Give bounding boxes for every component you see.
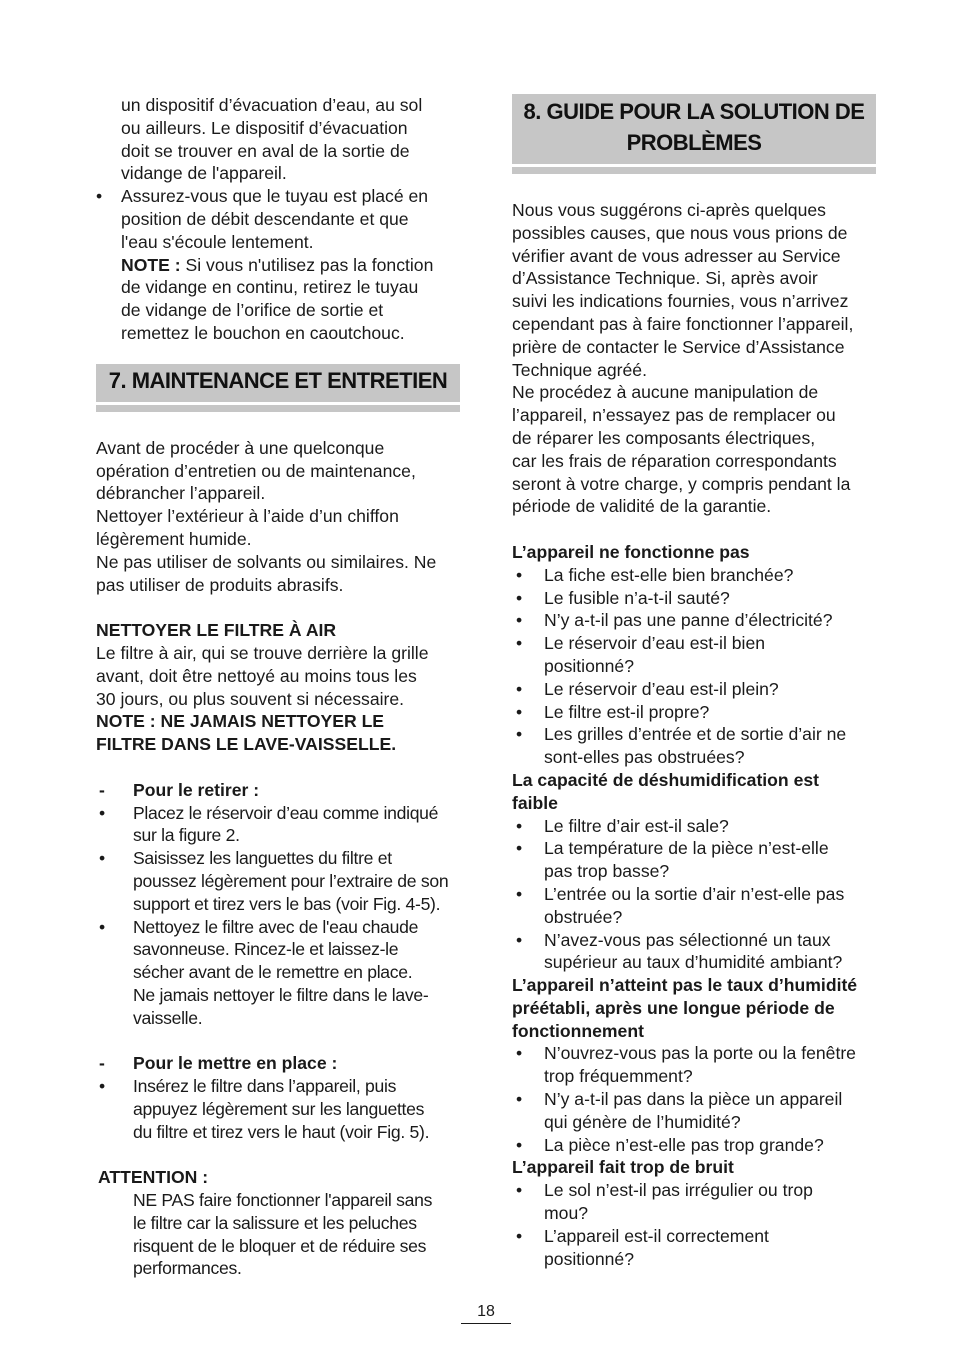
text-line: trop fréquemment? (544, 1066, 693, 1087)
list-item (96, 802, 466, 848)
title-line: PROBLÈMES (626, 130, 762, 155)
attention-paragraph (96, 1189, 466, 1280)
group-heading: L’appareil ne fonctionne pas (512, 541, 750, 562)
text-line: position de débit descendante et que (121, 208, 409, 229)
filter-paragraph (96, 642, 466, 710)
install-heading: - Pour le mettre en place : (96, 1052, 466, 1075)
remove-heading: - Pour le retirer : (96, 779, 466, 802)
text-line: avant, doit être nettoyé au moins tous les (96, 665, 417, 686)
text-line: pas trop basse? (544, 861, 670, 882)
text-line: Nettoyer l’extérieur à l’aide d’un chiffon (96, 506, 399, 527)
text-line: remettez le bouchon en caoutchouc. (121, 322, 405, 343)
list-item (96, 1075, 466, 1143)
text-line: • La fiche est-elle bien branchée? (544, 564, 794, 585)
text-line: un dispositif d’évacuation d’eau, au sol (121, 95, 423, 115)
text-line: • N’y a-t-il pas dans la pièce un appareil (544, 1089, 843, 1110)
text-line: positionné? (544, 655, 634, 676)
list-item (512, 1225, 884, 1271)
attention-heading: ATTENTION : (98, 1167, 209, 1188)
filter-heading: NETTOYER LE FILTRE À AIR (96, 620, 337, 641)
text-line: • Assurez-vous que le tuyau est placé en (121, 186, 429, 207)
section-7-heading (96, 364, 460, 412)
text-line: appuyez légèrement sur les languettes (133, 1098, 425, 1119)
list-item (512, 632, 884, 678)
text-line: Avant de procéder à une quelconque (96, 437, 385, 458)
page-number: 18 (461, 1302, 511, 1324)
text-line: • La température de la pièce n’est-elle (544, 838, 829, 859)
text-line: l’appareil, n’essayez pas de remplacer ou (512, 405, 836, 426)
list-item (512, 587, 884, 610)
text-line: vérifier avant de vous adresser au Service (512, 245, 841, 266)
text-line: d’Assistance Technique. Si, après avoir (512, 268, 818, 289)
filter-note (96, 710, 466, 756)
list-item (512, 564, 884, 587)
text-line: de vidange en continu, retirez le tuyau (121, 277, 419, 298)
section-7-title: 7. MAINTENANCE ET ENTRETIEN (96, 364, 460, 405)
list-item (512, 837, 884, 883)
text-line: • Insérez le filtre dans l’appareil, puis (133, 1076, 397, 1097)
list-item (96, 916, 466, 1030)
text-line: Ne pas utiliser de solvants ou similaires. Ne (96, 551, 437, 572)
text-line: sont-elles pas obstruées? (544, 747, 745, 768)
text-line: ou ailleurs. Le dispositif d’évacuation (121, 117, 408, 138)
text-line: • L’appareil est-il correctement (544, 1225, 769, 1246)
text-line: • Saisissez les languettes du filtre et (133, 848, 392, 869)
text-line: vaisselle. (133, 1007, 203, 1028)
text-line: L’appareil n’atteint pas le taux d’humidité (512, 975, 858, 996)
text-line: vidange de l'appareil. (121, 163, 287, 184)
title-line: 8. GUIDE POUR LA SOLUTION DE (523, 99, 865, 124)
left-column (96, 94, 466, 1280)
text-line: support et tirez vers le bas (voir Fig. 4-5). (133, 893, 441, 914)
text-line: • Le fusible n’a-t-il sauté? (544, 587, 730, 608)
right-column (512, 94, 884, 1270)
text-line: sur la figure 2. (133, 825, 240, 846)
text-line: savonneuse. Rincez-le et laissez-le (133, 939, 399, 960)
text-line: • La pièce n’est-elle pas trop grande? (544, 1134, 824, 1155)
list-item (512, 815, 884, 838)
text-line: de vidange de l’orifice de sortie et (121, 300, 384, 321)
text-line: • L’entrée ou la sortie d’air n’est-elle pas (544, 883, 845, 904)
text-line: positionné? (544, 1248, 634, 1269)
text-line: cependant pas à faire fonctionner l’appareil, (512, 313, 854, 334)
text-line: possibles causes, que nous vous prions de (512, 222, 848, 243)
group-heading: L’appareil fait trop de bruit (512, 1157, 734, 1178)
list-item (512, 701, 884, 724)
text-line: • Le filtre d’air est-il sale? (544, 815, 729, 836)
section-8-title (512, 94, 876, 167)
list-item (96, 847, 466, 915)
text-line: • Le sol n’est-il pas irrégulier ou trop (544, 1180, 813, 1201)
list-item (512, 1179, 884, 1225)
text-line: faible (512, 792, 558, 813)
section-8-heading (512, 94, 876, 174)
text-line: fonctionnement (512, 1020, 644, 1041)
text-line: seront à votre charge, y compris pendant la (512, 473, 851, 494)
text-line: suivi les indications fournies, vous n’arrivez (512, 291, 849, 312)
text-line: l'eau s'écoule lentement. (121, 231, 314, 252)
maintenance-paragraph (96, 437, 466, 597)
text-line: Ne procédez à aucune manipulation de (512, 382, 819, 403)
group-heading (512, 974, 884, 1042)
text-line: risquent de le bloquer et de réduire ses (133, 1235, 427, 1256)
text-line: • Les grilles d’entrée et de sortie d’air ne (544, 724, 847, 745)
text-line: le filtre car la salissure et les peluches (133, 1212, 417, 1233)
group-humidity-not-reached (512, 974, 884, 1156)
list-item (512, 678, 884, 701)
text-line: Si vous n'utilisez pas la fonction (180, 254, 434, 275)
list-item (512, 1088, 884, 1134)
list-item (512, 609, 884, 632)
text-line: préétabli, après une longue période de (512, 997, 835, 1018)
text-line: de réparer les composants électriques, (512, 427, 816, 448)
hose-note (121, 254, 466, 277)
text-line: • N’y a-t-il pas une panne d’électricité? (544, 610, 833, 631)
text-line: doit se trouver en aval de la sortie de (121, 140, 410, 161)
hose-bullet (96, 185, 466, 345)
list-item (512, 929, 884, 975)
text-line: débrancher l’appareil. (96, 483, 266, 504)
text-line: • Le réservoir d’eau est-il bien (544, 633, 766, 654)
text-line: période de validité de la garantie. (512, 496, 772, 517)
text-line: FILTRE DANS LE LAVE-VAISSELLE. (96, 734, 397, 755)
text-line: du filtre et tirez vers le haut (voir Fig. 5). (133, 1121, 430, 1142)
group-heading (512, 769, 884, 815)
troubleshooting-intro (512, 199, 884, 518)
text-line: La capacité de déshumidification est (512, 769, 819, 790)
text-line: NE PAS faire fonctionner l'appareil sans (133, 1190, 433, 1211)
text-line: • Nettoyez le filtre avec de l'eau chaude (133, 916, 419, 937)
text-line: obstruée? (544, 906, 623, 927)
text-line: supérieur au taux d’humidité ambiant? (544, 952, 843, 973)
text-line: poussez légèrement pour l’extraire de son (133, 870, 449, 891)
text-line: • Le filtre est-il propre? (544, 701, 710, 722)
text-line: qui génère de l’humidité? (544, 1111, 741, 1132)
text-line: Ne jamais nettoyer le filtre dans le lave- (133, 984, 429, 1005)
group-not-working (512, 541, 884, 769)
list-item (512, 1042, 884, 1088)
text-line: Le filtre à air, qui se trouve derrière la grille (96, 642, 429, 663)
text-line: Technique agréé. (512, 359, 647, 380)
text-line: • N’avez-vous pas sélectionné un taux (544, 929, 831, 950)
text-line: • Placez le réservoir d’eau comme indiqué (133, 802, 439, 823)
drain-intro-paragraph (96, 94, 466, 185)
text-line: sécher avant de le remettre en place. (133, 962, 413, 983)
group-low-capacity (512, 769, 884, 974)
text-line: • N’ouvrez-vous pas la porte ou la fenêtre (544, 1043, 856, 1064)
text-line: mou? (544, 1203, 589, 1224)
text-line: prière de contacter le Service d’Assistance (512, 336, 845, 357)
text-line: pas utiliser de produits abrasifs. (96, 574, 344, 595)
text-line: performances. (133, 1258, 242, 1279)
text-line: 30 jours, ou plus souvent si nécessaire. (96, 688, 405, 709)
text-line: NOTE : NE JAMAIS NETTOYER LE (96, 711, 385, 732)
list-item (512, 883, 884, 929)
text-line: légèrement humide. (96, 528, 252, 549)
text-line: car les frais de réparation correspondants (512, 450, 837, 471)
text-line: • Le réservoir d’eau est-il plein? (544, 678, 779, 699)
note-label: NOTE : (121, 254, 181, 275)
text-line: Nous vous suggérons ci-après quelques (512, 200, 826, 220)
list-item (512, 723, 884, 769)
group-noise (512, 1156, 884, 1270)
list-item (512, 1134, 884, 1157)
text-line: opération d’entretien ou de maintenance, (96, 460, 416, 481)
